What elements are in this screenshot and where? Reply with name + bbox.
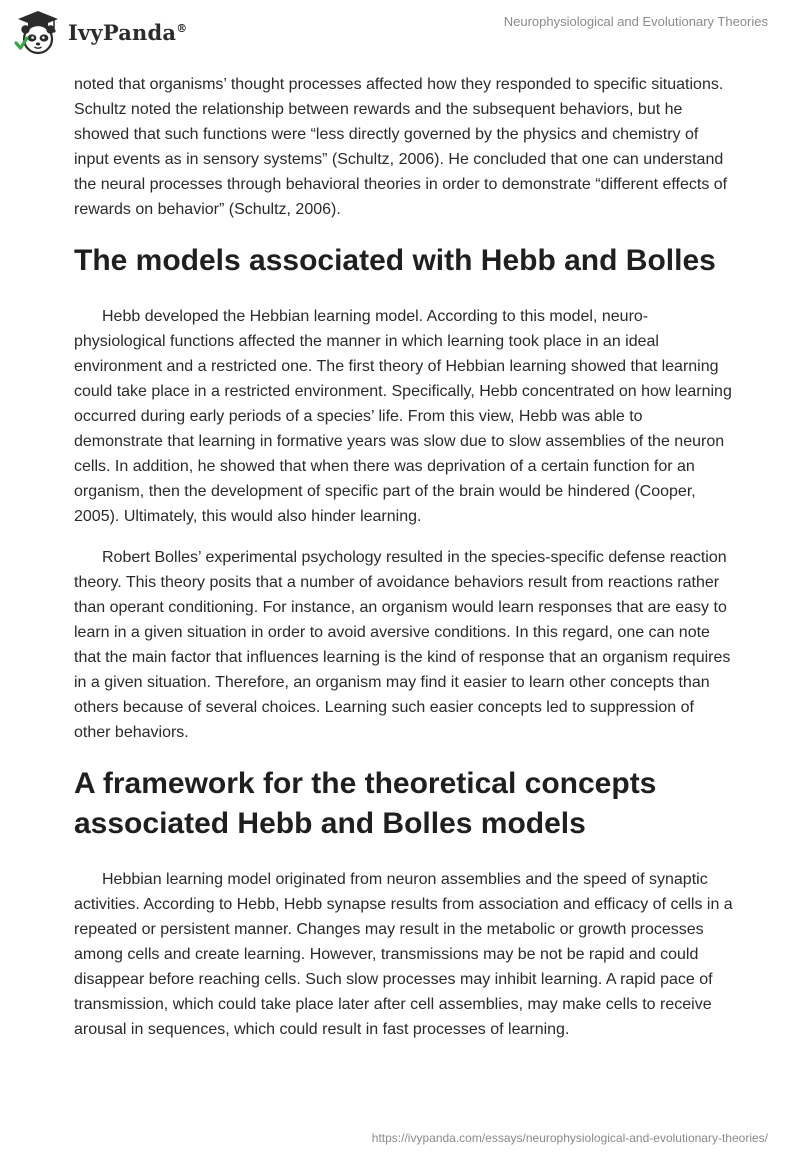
brand-logo[interactable] [14,8,187,56]
brand-name: IvyPanda® [68,19,188,45]
page-header [0,0,800,64]
panda-logo-icon [14,8,62,56]
section-heading-framework: A framework for the theoretical concepts associated Hebb and Bolles models [74,767,657,840]
paragraph-bolles-theory: Robert Bolles’ experimental psychology resulted in the species-specific defense reaction theory. This theory posits that a number of avoidance behaviors result from reactions rather than operant conditioning. For instance, an organism would learn responses that are easy to learn in a given situation in order to avoid aversive conditions. In this regard, one can note that the main factor that influences learning is the kind of response that an organism requires in a given situation. Therefore, an organism may find it easier to learn other concepts than others because of several choices. Learning such easier concepts led to suppression of other behaviors. [74,549,731,741]
section-heading-models: The models associated with Hebb and Bolles [74,244,716,277]
intro-paragraph: noted that organisms’ thought processes affected how they responded to specific situations. Schultz noted the relationship between rewards and the subsequent behaviors, but he showed that such functions were “less directly governed by the physics and chemistry of input events as in sensory systems” (Schultz, 2006). He concluded that one can understand the neural processes through behavioral theories in order to demonstrate “different effects of rewards on behavior” (Schultz, 2006). [74,76,728,218]
paragraph-hebbian-origin: Hebbian learning model originated from neuron assemblies and the speed of synaptic activities. According to Hebb, Hebb synapse results from association and efficacy of cells in a repeated or persistent manner. Changes may result in the metabolic or growth processes among cells and create learning. However, transmissions may be not be rapid and could disappear before reaching cells. Such slow processes may inhibit learning. A rapid pace of transmission, which could take place later after cell assemblies, may make cells to receive arousal in sequences, which could result in fast processes of learning. [74,871,733,1038]
essay-content [74,72,734,1042]
running-title: Neurophysiological and Evolutionary Theories [503,14,768,29]
source-url-link[interactable]: https://ivypanda.com/essays/neurophysiological-and-evolutionary-theories/ [371,1131,768,1145]
paragraph-hebb-model: Hebb developed the Hebbian learning model. According to this model, neuro-physiological functions affected the manner in which learning took place in an ideal environment and a restricted one. The first theory of Hebbian learning showed that learning could take place in a restricted environment. Specifically, Hebb concentrated on how learning occurred during early periods of a species’ life. From this view, Hebb was able to demonstrate that learning in formative years was slow due to slow assemblies of the neuron cells. In addition, he showed that when there was deprivation of a certain function for an organism, then the development of specific part of the brain would be hindered (Cooper, 2005). Ultimately, this would also hinder learning. [74,308,732,525]
